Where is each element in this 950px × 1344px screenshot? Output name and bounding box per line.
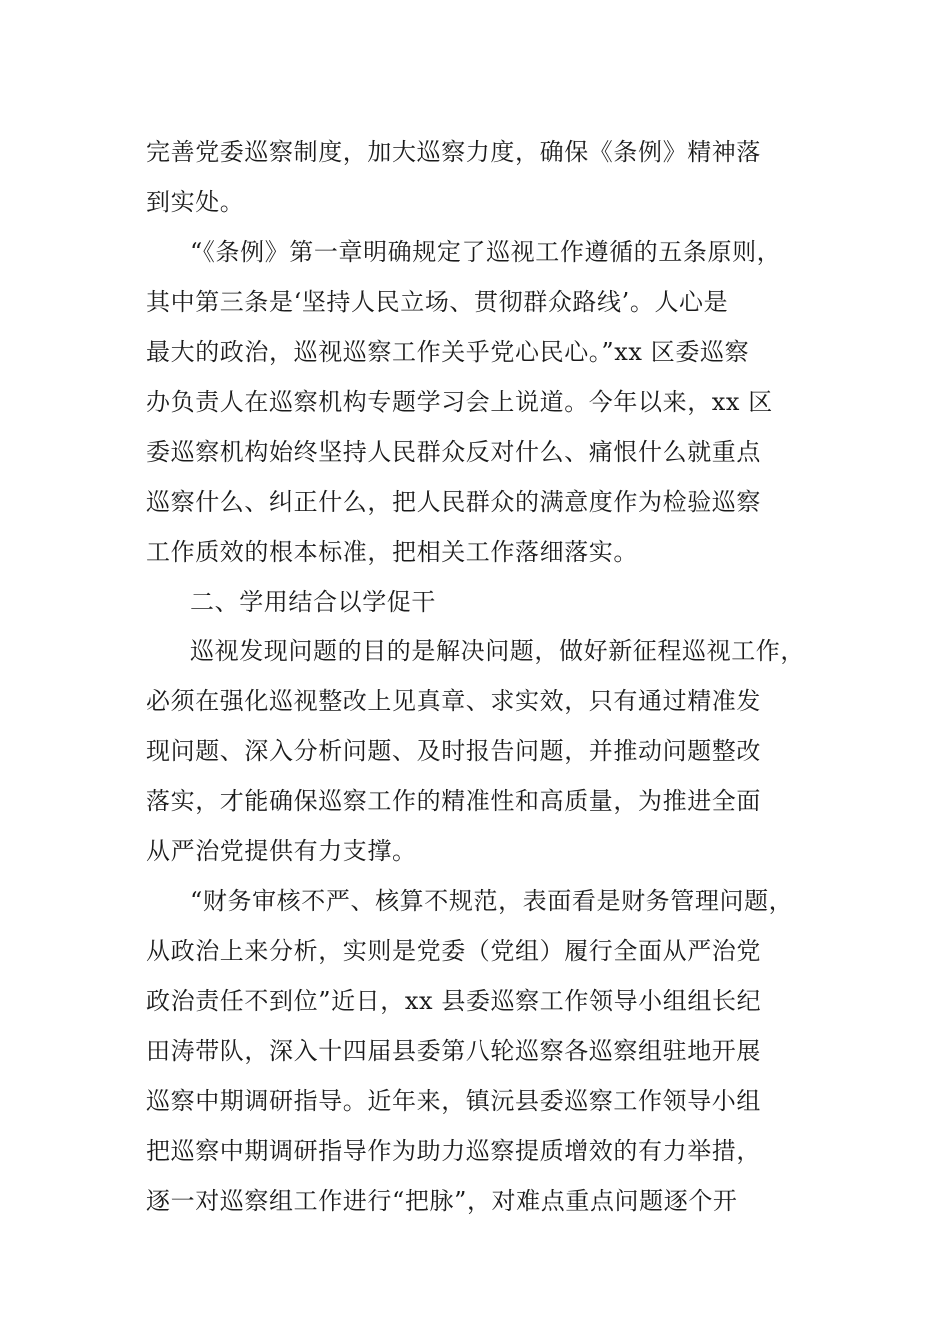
text-line: 其中第三条是‘坚持人民立场、贯彻群众路线’。人心是 (146, 288, 729, 316)
text-line: 最大的政治，巡视巡察工作关乎党心民心。”xx 区委巡察 (146, 338, 750, 366)
text-line: 完善党委巡察制度，加大巡察力度，确保《条例》精神落 (146, 138, 761, 166)
text-line: 逐一对巡察组工作进行“把脉”，对难点重点问题逐个开 (146, 1187, 738, 1215)
paragraph-start-line: 巡视发现问题的目的是解决问题，做好新征程巡视工作， (190, 637, 805, 665)
paragraph-start-line: “《条例》第一章明确规定了巡视工作遵循的五条原则， (190, 238, 782, 266)
text-line: 把巡察中期调研指导作为助力巡察提质增效的有力举措， (146, 1137, 761, 1165)
text-line: 委巡察机构始终坚持人民群众反对什么、痛恨什么就重点 (146, 438, 761, 466)
text-line: 从政治上来分析，实则是党委（党组）履行全面从严治党 (146, 937, 761, 965)
text-line: 巡察什么、纠正什么，把人民群众的满意度作为检验巡察 (146, 488, 761, 516)
text-line: 工作质效的根本标准，把相关工作落细落实。 (146, 538, 638, 566)
text-line: 办负责人在巡察机构专题学习会上说道。今年以来，xx 区 (146, 388, 773, 416)
text-line: 政治责任不到位”近日，xx 县委巡察工作领导小组组长纪 (146, 987, 762, 1015)
text-line: 田涛带队，深入十四届县委第八轮巡察各巡察组驻地开展 (146, 1037, 761, 1065)
section-heading: 二、学用结合以学促干 (190, 588, 436, 616)
text-line: 现问题、深入分析问题、及时报告问题，并推动问题整改 (146, 737, 761, 765)
text-line: 从严治党提供有力支撑。 (146, 837, 417, 865)
text-line: 落实，才能确保巡察工作的精准性和高质量，为推进全面 (146, 787, 761, 815)
text-line: 必须在强化巡视整改上见真章、求实效，只有通过精准发 (146, 687, 761, 715)
text-line: 巡察中期调研指导。近年来，镇沅县委巡察工作领导小组 (146, 1087, 761, 1115)
text-line: 到实处。 (146, 188, 245, 216)
paragraph-start-line: “财务审核不严、核算不规范，表面看是财务管理问题， (190, 887, 794, 915)
